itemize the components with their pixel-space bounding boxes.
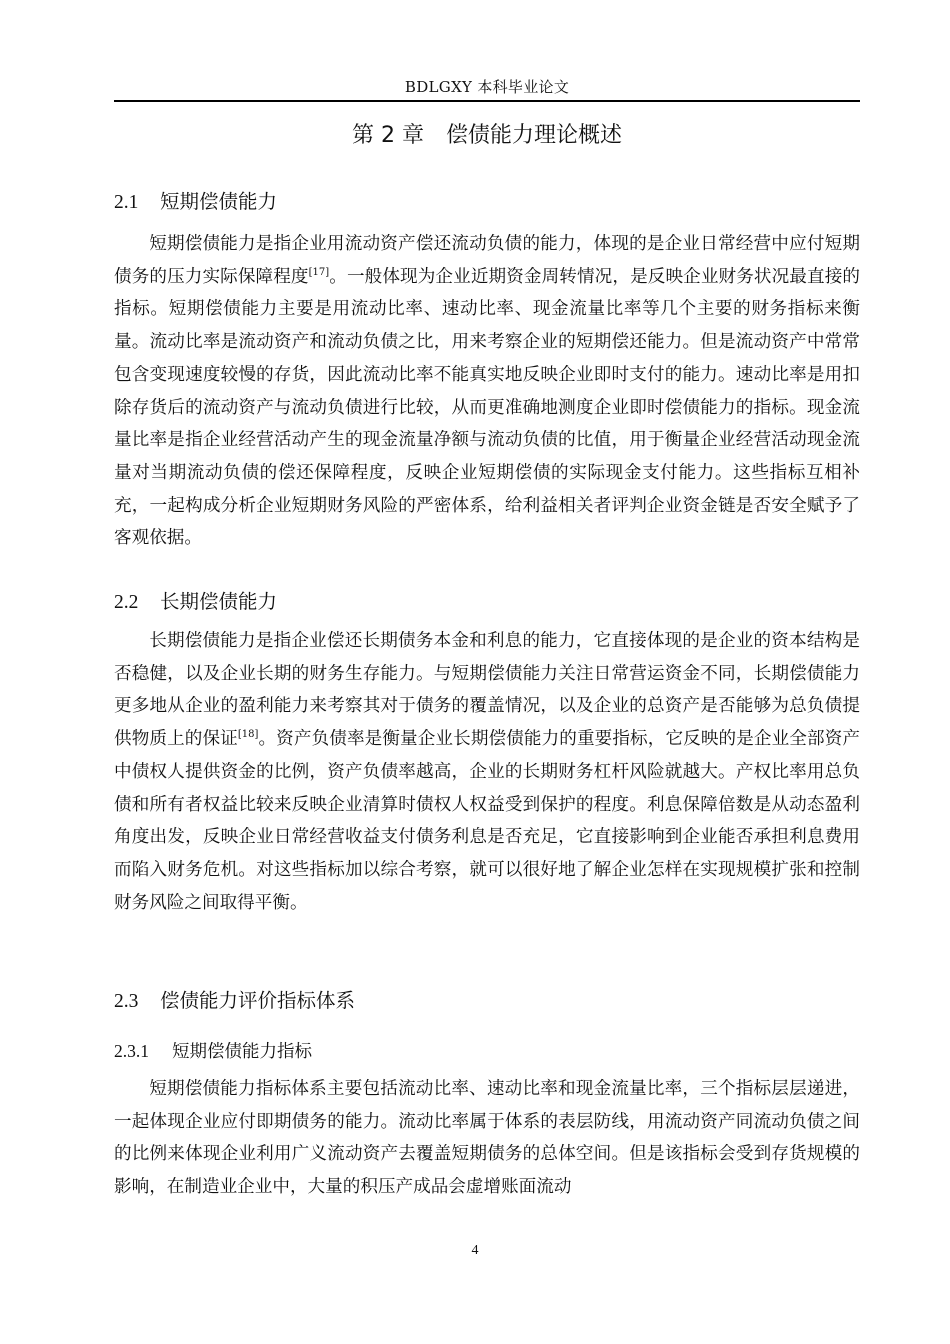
section-2-1-paragraph (114, 228, 860, 555)
citation: [17] (308, 266, 330, 278)
section-heading-2-2 (114, 586, 277, 614)
chapter-name: 偿债能力理论概述 (445, 123, 622, 148)
chapter-number: 第 2 章 (352, 123, 424, 148)
section-2-2-paragraph (114, 625, 860, 919)
subsection-heading-2-3-1 (114, 1038, 312, 1063)
citation: [18] (237, 729, 259, 741)
header-rule (114, 100, 860, 102)
section-heading-2-1 (114, 186, 277, 214)
section-title: 长期偿债能力 (160, 590, 278, 613)
subsection-number: 2.3.1 (114, 1041, 149, 1061)
paragraph-text: 长期偿债能力是指企业偿还长期债务本金和利息的能力，它直接体现的是企业的资本结构是否稳健，以及企业长期的财务生存能力。与短期偿债能力关注日常营运资金不同，长期偿债能力更多地从企业的盈利能力来考察其对于债务的覆盖情况，以及企业的总资产是否能够为总负债提供物质上的保证 (114, 631, 860, 750)
section-heading-2-3 (114, 985, 355, 1013)
section-title: 偿债能力评价指标体系 (160, 989, 356, 1012)
paragraph-text: 短期偿债能力是指企业用流动资产偿还流动负债的能力，体现的是企业日常经营中应付短期债务的压力实际保障程度 (114, 234, 860, 287)
paragraph-text: 。一般体现为企业近期资金周转情况，是反映企业财务状况最直接的指标。短期偿债能力主要是用流动比率、速动比率、现金流量比率等几个主要的财务指标来衡量。流动比率是流动资产和流动负债之比，用来考察企业的短期偿还能力。但是流动资产中常常包含变现速度较慢的存货，因此流动比率不能真实地反映企业即时支付的能力。速动比率是用扣除存货后的流动资产与流动负债进行比较，从而更准确地测度企业即时偿债能力的指标。现金流量比率是指企业经营活动产生的现金流量净额与流动负债的比值，用于衡量企业经营活动现金流量对当期流动负债的偿还保障程度，反映企业短期偿债的实际现金支付能力。这些指标互相补充，一起构成分析企业短期财务风险的严密体系，给利益相关者评判企业资金链是否安全赋予了客观依据。 (114, 266, 860, 549)
running-header: BDLGXY 本科毕业论文 (404, 78, 570, 96)
chapter-title (114, 118, 860, 149)
paragraph-text: 。资产负债率是衡量企业长期偿债能力的重要指标，它反映的是企业全部资产中债权人提供资金的比例，资产负债率越高，企业的长期财务杠杆风险就越大。产权比率用总负债和所有者权益比较来反映企业清算时债权人权益受到保护的程度。利息保障倍数是从动态盈利角度出发，反映企业日常经营收益支付债务利息是否充足，它直接影响到企业能否承担利息费用而陷入财务危机。对这些指标加以综合考察，就可以很好地了解企业怎样在实现规模扩张和控制财务风险之间取得平衡。 (114, 729, 860, 913)
section-title: 短期偿债能力 (160, 190, 278, 213)
page-number: 4 (471, 1243, 479, 1258)
subsection-title: 短期偿债能力指标 (172, 1042, 312, 1062)
section-number: 2.2 (114, 592, 139, 613)
section-number: 2.3 (114, 991, 139, 1012)
section-number: 2.1 (114, 192, 139, 213)
subsection-2-3-1-paragraph: 短期偿债能力指标体系主要包括流动比率、速动比率和现金流量比率，三个指标层层递进，一起体现企业应付即期债务的能力。流动比率属于体系的表层防线，用流动资产同流动负债之间的比例来体现企业利用广义流动资产去覆盖短期债务的总体空间。但是该指标会受到存货规模的影响，在制造业企业中，大量的积压产成品会虚增账面流动 (114, 1079, 860, 1198)
